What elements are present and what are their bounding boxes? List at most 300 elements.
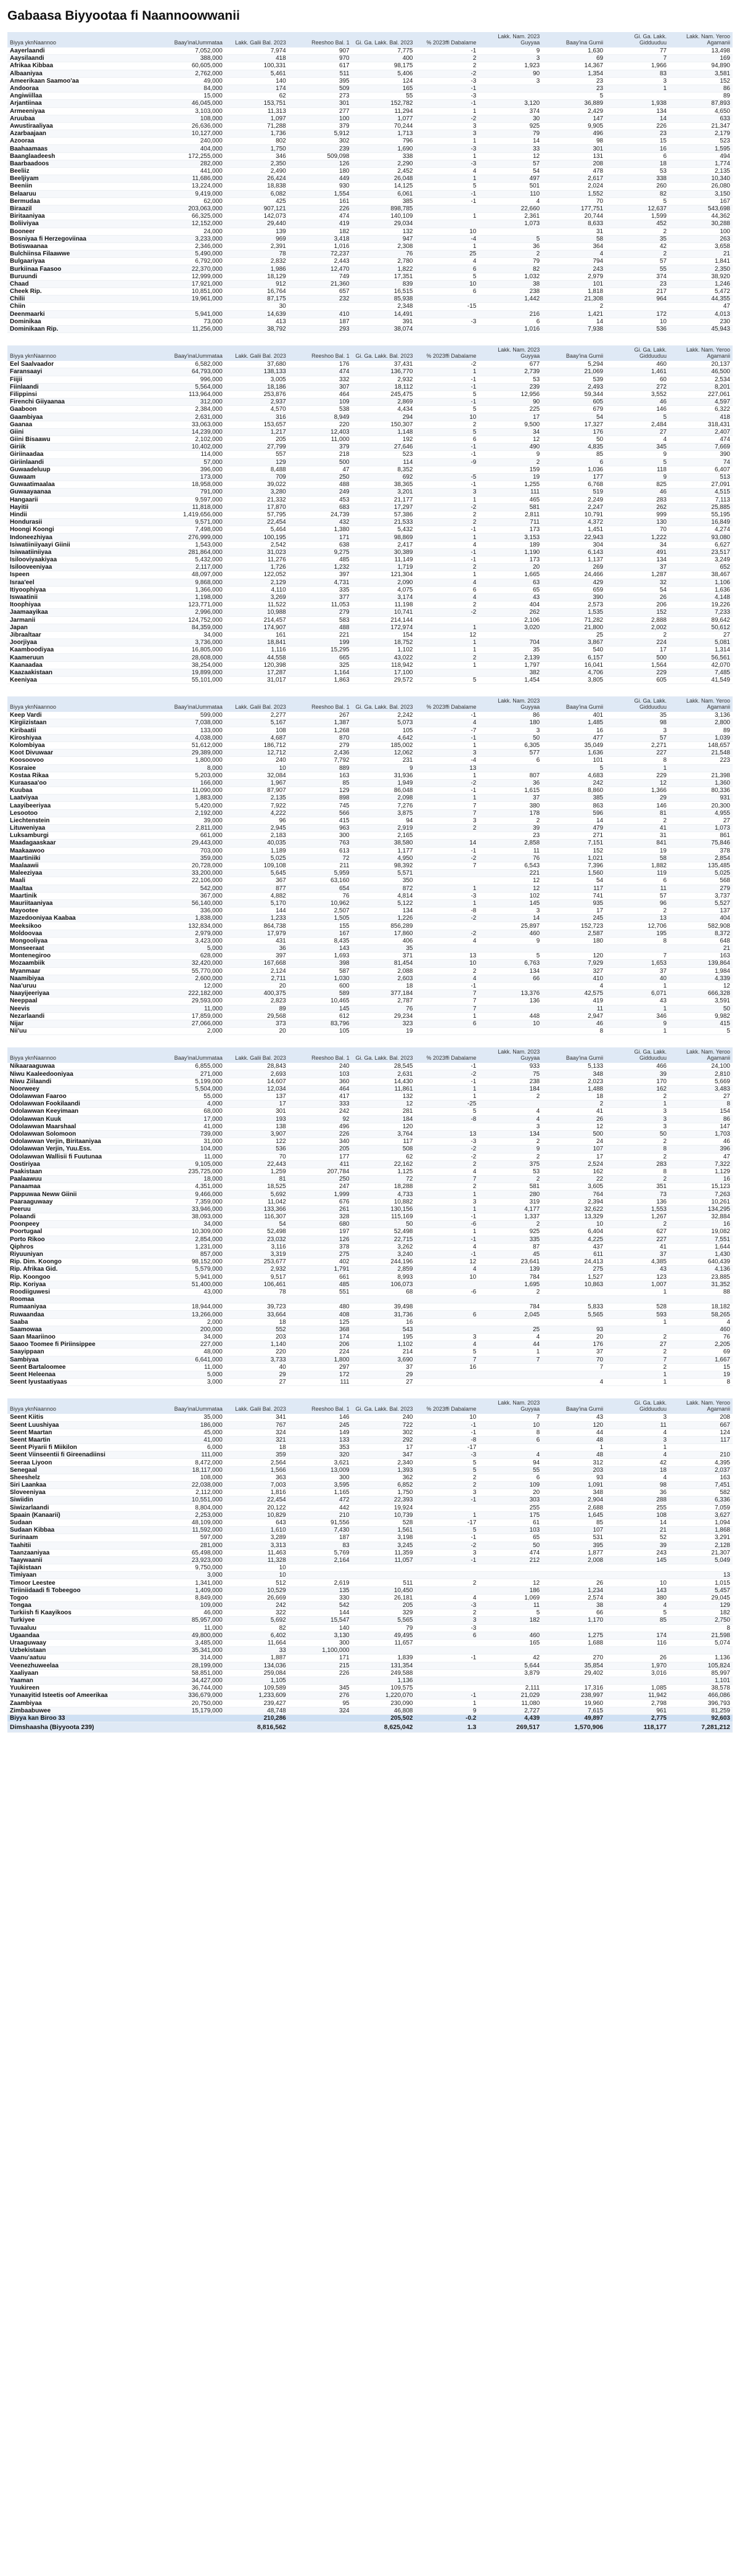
cell-value: 437 xyxy=(542,1243,606,1250)
cell-value xyxy=(479,1444,542,1451)
cell-value: 2 xyxy=(479,1221,542,1228)
cell-value: 145 xyxy=(289,1005,352,1012)
cell-value: 244,196 xyxy=(352,1258,416,1266)
cell-value: 1 xyxy=(416,1228,479,1236)
cell-value: 511 xyxy=(352,1579,416,1587)
cell-value: 5,432,000 xyxy=(162,556,225,564)
cell-value: 221 xyxy=(479,870,542,877)
cell-value: 1,073 xyxy=(669,825,733,832)
row-label: Gaanaa xyxy=(7,421,162,428)
cell-value: 4,372 xyxy=(542,519,606,526)
cell-value: 94 xyxy=(352,817,416,824)
cell-value: 105,824 xyxy=(669,1662,733,1669)
table-row xyxy=(7,719,733,727)
cell-value: 7,263 xyxy=(669,1191,733,1198)
row-label: Saan Maariinoo xyxy=(7,1334,162,1341)
cell-value: 70 xyxy=(606,526,669,534)
row-label: Baahaamaas xyxy=(7,145,162,152)
cell-value: 279 xyxy=(289,609,352,616)
cell-value: 612 xyxy=(289,1012,352,1020)
cell-value: 2 xyxy=(479,817,542,824)
cell-value: 5,025 xyxy=(669,870,733,877)
cell-value: -2 xyxy=(416,115,479,122)
cell-value: 137 xyxy=(669,907,733,915)
row-label: Chilii xyxy=(7,295,162,303)
cell-value: 7,430 xyxy=(289,1527,352,1534)
cell-value: 21,332 xyxy=(225,496,289,503)
column-header: Baay'ina Gumii xyxy=(542,696,606,712)
cell-value: 597,000 xyxy=(162,1534,225,1542)
cell-value: 3,319 xyxy=(225,1250,289,1258)
cell-value: 404 xyxy=(479,601,542,609)
cell-value: 24,739 xyxy=(289,511,352,518)
cell-value: 19,960 xyxy=(542,1699,606,1707)
cell-value: 400,375 xyxy=(225,990,289,997)
cell-value: 12 xyxy=(479,152,542,160)
cell-value: 224 xyxy=(289,1348,352,1356)
cell-value: 1,566 xyxy=(225,1466,289,1474)
cell-value: 98 xyxy=(606,1482,669,1489)
cell-value: 10 xyxy=(225,764,289,772)
cell-value: 174,907 xyxy=(225,624,289,631)
cell-value: 485 xyxy=(289,1281,352,1288)
cell-value: 351 xyxy=(606,1183,669,1191)
cell-value: 320 xyxy=(289,1451,352,1459)
cell-value: 21,069 xyxy=(542,368,606,376)
cell-value: 379 xyxy=(289,444,352,451)
cell-value: 195 xyxy=(352,1334,416,1341)
cell-value: 1 xyxy=(606,1005,669,1012)
cell-value: 10,340 xyxy=(669,175,733,183)
cell-value: 2,111 xyxy=(479,1685,542,1692)
cell-value: 4 xyxy=(416,719,479,727)
cell-value: 396,000 xyxy=(162,466,225,473)
cell-value: 26,669 xyxy=(225,1594,289,1601)
cell-value xyxy=(606,1326,669,1333)
cell-value: 102 xyxy=(479,892,542,899)
cell-value: 48 xyxy=(542,1451,606,1459)
cell-value: 2,524 xyxy=(542,1160,606,1168)
cell-value: 7,052,000 xyxy=(162,47,225,55)
cell-value: 4 xyxy=(606,1602,669,1609)
cell-value: 37 xyxy=(479,795,542,802)
row-label: Oostiriyaa xyxy=(7,1160,162,1168)
cell-value: -6 xyxy=(416,1288,479,1295)
cell-value xyxy=(416,616,479,624)
column-header: Baay'inaUummataa xyxy=(162,696,225,712)
cell-value: 24,413 xyxy=(542,1258,606,1266)
cell-value: 16,805,000 xyxy=(162,646,225,654)
cell-value: 802 xyxy=(225,138,289,145)
cell-value: 13 xyxy=(416,952,479,960)
cell-value: 2,361 xyxy=(479,213,542,220)
cell-value: 52,498 xyxy=(225,1228,289,1236)
cell-value: 46,500 xyxy=(669,368,733,376)
cell-value: 130,156 xyxy=(352,1205,416,1213)
cell-value: 10,402,000 xyxy=(162,444,225,451)
cell-value: 540 xyxy=(542,646,606,654)
table-row xyxy=(7,1311,733,1318)
cell-value xyxy=(416,1572,479,1579)
cell-value: 40 xyxy=(606,975,669,982)
cell-value: 1,610 xyxy=(225,1527,289,1534)
cell-value: 17,979 xyxy=(225,930,289,937)
cell-value: 1,774 xyxy=(669,160,733,167)
table-row xyxy=(7,1191,733,1198)
cell-value: 374 xyxy=(606,273,669,280)
cell-value: 3,907 xyxy=(225,1130,289,1137)
cell-value: 5,294 xyxy=(542,361,606,368)
cell-value: 302 xyxy=(352,1429,416,1436)
cell-value: 2,810 xyxy=(669,1070,733,1078)
cell-value: 2,542 xyxy=(225,541,289,548)
cell-value: 282,000 xyxy=(162,160,225,167)
cell-value: -1 xyxy=(416,481,479,489)
cell-value: 5,579,000 xyxy=(162,1266,225,1273)
cell-value: 35 xyxy=(606,712,669,719)
cell-value: 31,023 xyxy=(225,548,289,556)
cell-value: 6,543 xyxy=(479,862,542,869)
cell-value: 2,348 xyxy=(352,303,416,310)
row-label: Peeruu xyxy=(7,1205,162,1213)
cell-value: 2 xyxy=(479,1138,542,1146)
cell-value: 419 xyxy=(542,997,606,1005)
table-row xyxy=(7,406,733,413)
cell-value: 1,630 xyxy=(542,47,606,55)
cell-value xyxy=(606,1572,669,1579)
cell-value: 1,750 xyxy=(352,1489,416,1496)
cell-value: 2,128 xyxy=(669,1542,733,1549)
row-label: Mongooliyaa xyxy=(7,937,162,944)
cell-value: 794 xyxy=(542,258,606,265)
cell-value: 5 xyxy=(416,1466,479,1474)
row-label: Niwu Kaaleedooniyaa xyxy=(7,1070,162,1078)
cell-value: 2,384,000 xyxy=(162,406,225,413)
cell-value: 301 xyxy=(542,145,606,152)
row-label: Meeksikoo xyxy=(7,922,162,930)
cell-value: 17 xyxy=(606,646,669,654)
table-row xyxy=(7,862,733,869)
cell-value: 83,796 xyxy=(289,1020,352,1027)
cell-value: 10 xyxy=(479,1421,542,1429)
cell-value: 55,195 xyxy=(669,511,733,518)
cell-value: 496 xyxy=(289,1123,352,1130)
row-label: Kuubaa xyxy=(7,787,162,795)
cell-value: 5,406 xyxy=(352,70,416,77)
cell-value: 796 xyxy=(352,138,416,145)
cell-value: 54 xyxy=(606,586,669,593)
cell-value: 11 xyxy=(479,1602,542,1609)
cell-value: 2,979 xyxy=(542,273,606,280)
cell-value: 497 xyxy=(479,175,542,183)
cell-value: 108 xyxy=(225,727,289,734)
column-header: Lakk. Nam. 2023 Guyyaa xyxy=(479,1398,542,1414)
cell-value: 28,608,000 xyxy=(162,654,225,661)
table-row xyxy=(7,368,733,376)
cell-value: 105 xyxy=(352,727,416,734)
cell-value: 2,135 xyxy=(669,168,733,175)
cell-value: 64,793,000 xyxy=(162,368,225,376)
cell-value: 221 xyxy=(289,631,352,638)
row-label: Jaamaayikaa xyxy=(7,609,162,616)
cell-value: 396 xyxy=(669,1146,733,1153)
cell-value: 81,454 xyxy=(352,960,416,967)
cell-value: 7 xyxy=(416,1176,479,1183)
row-label: Keeniyaa xyxy=(7,677,162,684)
cell-value: 1 xyxy=(416,1191,479,1198)
cell-value: 24,000 xyxy=(162,228,225,235)
cell-value: 643 xyxy=(225,1519,289,1526)
cell-value: 6,627 xyxy=(669,541,733,548)
cell-value: 12 xyxy=(479,877,542,885)
cell-value: 76 xyxy=(669,1334,733,1341)
cell-value: 214,457 xyxy=(225,616,289,624)
cell-value: 1,644 xyxy=(669,1243,733,1250)
column-header: Lakk. Nam. 2023 Guyyaa xyxy=(479,345,542,361)
cell-value: 2,947 xyxy=(542,1012,606,1020)
cell-value: 30,288 xyxy=(669,220,733,228)
cell-value: -1 xyxy=(416,1654,479,1662)
cell-value: 6,768 xyxy=(542,481,606,489)
cell-value xyxy=(669,764,733,772)
cell-value: 116 xyxy=(606,1639,669,1646)
cell-value: 613 xyxy=(289,847,352,854)
cell-value: 460 xyxy=(479,930,542,937)
cell-value: 432 xyxy=(289,519,352,526)
cell-value: 2,000 xyxy=(162,1318,225,1326)
cell-value: 71,288 xyxy=(225,122,289,130)
cell-value: 2 xyxy=(606,1153,669,1160)
cell-value: 633 xyxy=(669,115,733,122)
cell-value: 21,308 xyxy=(542,295,606,303)
cell-value: 17,100 xyxy=(352,669,416,676)
cell-value: 42,575 xyxy=(542,990,606,997)
row-label: Eel Saalvaador xyxy=(7,361,162,368)
cell-value: 2,490 xyxy=(225,168,289,175)
cell-value: 898,785 xyxy=(352,205,416,212)
cell-value: 767 xyxy=(225,1421,289,1429)
row-label: Saaba xyxy=(7,1318,162,1326)
table-row xyxy=(7,556,733,564)
cell-value: 11,198 xyxy=(352,601,416,609)
cell-value: 1,564 xyxy=(606,661,669,669)
row-label: Burkiinaa Faasoo xyxy=(7,265,162,273)
cell-value: 16 xyxy=(416,1363,479,1371)
cell-value xyxy=(416,205,479,212)
cell-value xyxy=(416,1326,479,1333)
cell-value: 10 xyxy=(416,280,479,287)
cell-value: 5,645 xyxy=(225,870,289,877)
cell-value: 2,394 xyxy=(542,1198,606,1205)
row-label: Albaaniyaa xyxy=(7,70,162,77)
cell-value: 32,084 xyxy=(225,772,289,779)
row-label: Qiphros xyxy=(7,1243,162,1250)
cell-value: 51,400,000 xyxy=(162,1281,225,1288)
table-row xyxy=(7,1542,733,1549)
cell-value: 628,000 xyxy=(162,952,225,960)
cell-value: 276,999,000 xyxy=(162,534,225,541)
cell-value: 6,322 xyxy=(669,406,733,413)
cell-value: 118,177 xyxy=(606,1722,669,1733)
cell-value: 26,048 xyxy=(352,175,416,183)
cell-value: 17 xyxy=(542,907,606,915)
cell-value: 4,000 xyxy=(162,1100,225,1108)
cell-value: 2,391 xyxy=(225,242,289,250)
cell-value: 56,140,000 xyxy=(162,899,225,907)
cell-value: 152 xyxy=(669,77,733,85)
cell-value: 152 xyxy=(606,609,669,616)
cell-value: 172,255,000 xyxy=(162,152,225,160)
cell-value: 210 xyxy=(669,1451,733,1459)
cell-value: 38,920 xyxy=(669,273,733,280)
total-row xyxy=(7,1722,733,1733)
cell-value: 1,999 xyxy=(289,1191,352,1198)
cell-value: 103 xyxy=(289,1070,352,1078)
table-row xyxy=(7,183,733,190)
cell-value: 19,226 xyxy=(669,601,733,609)
row-label: Seent Iyustaatiyaas xyxy=(7,1379,162,1386)
column-header: Lakk. Nam. 2023 Guyyaa xyxy=(479,1047,542,1063)
cell-value: 7,233 xyxy=(669,609,733,616)
cell-value: 5,133 xyxy=(542,1063,606,1070)
cell-value: 1,970 xyxy=(606,1662,669,1669)
row-label: Niwu Ziilaandi xyxy=(7,1078,162,1085)
cell-value: 35,341,000 xyxy=(162,1647,225,1654)
cell-value: 477 xyxy=(542,734,606,741)
cell-value: 415 xyxy=(669,1020,733,1027)
cell-value: 1,077 xyxy=(352,115,416,122)
table-row xyxy=(7,1250,733,1258)
cell-value: 29,440 xyxy=(225,220,289,228)
cell-value: 4 xyxy=(416,593,479,601)
row-label: Awustiraaliyaa xyxy=(7,122,162,130)
cell-value: 2,564 xyxy=(225,1459,289,1466)
cell-value: 85 xyxy=(542,1519,606,1526)
table-row xyxy=(7,1005,733,1012)
cell-value: 648 xyxy=(669,937,733,944)
cell-value: 404,000 xyxy=(162,145,225,152)
cell-value: 7,003 xyxy=(225,1482,289,1489)
cell-value: 536 xyxy=(606,325,669,332)
cell-value: 10,551,000 xyxy=(162,1496,225,1504)
cell-value: 87,907 xyxy=(225,787,289,795)
row-label: Seent Bartaloomee xyxy=(7,1363,162,1371)
cell-value: 182 xyxy=(479,1617,542,1624)
row-label: Beeniin xyxy=(7,183,162,190)
cell-value: 30 xyxy=(479,115,542,122)
cell-value: 16,515 xyxy=(352,288,416,295)
cell-value: 898 xyxy=(289,795,352,802)
cell-value: 21,360 xyxy=(289,280,352,287)
cell-value: 6,852 xyxy=(352,1482,416,1489)
cell-value: 12,034 xyxy=(225,1085,289,1092)
cell-value: 63 xyxy=(479,579,542,586)
row-label: Odolawwan Fookilaandi xyxy=(7,1100,162,1108)
cell-value: 17,000 xyxy=(162,1115,225,1123)
row-label: Bulgaariyaa xyxy=(7,258,162,265)
cell-value: 2 xyxy=(606,1176,669,1183)
cell-value: 186,712 xyxy=(225,741,289,749)
cell-value: 107 xyxy=(542,1527,606,1534)
cell-value: 118,942 xyxy=(352,661,416,669)
cell-value: 2,739 xyxy=(479,368,542,376)
cell-value: 791,000 xyxy=(162,489,225,496)
cell-value: 2 xyxy=(606,817,669,824)
cell-value: 406 xyxy=(352,937,416,944)
cell-value: 21 xyxy=(669,250,733,258)
table-row xyxy=(7,451,733,458)
cell-value: 2,811,000 xyxy=(162,825,225,832)
cell-value: 137 xyxy=(225,1093,289,1100)
cell-value: -3 xyxy=(416,1451,479,1459)
cell-value: 3,150 xyxy=(669,190,733,197)
table-row xyxy=(7,1296,733,1303)
cell-value: 1,255 xyxy=(479,481,542,489)
table-row xyxy=(7,310,733,318)
cell-value: 49,495 xyxy=(352,1632,416,1639)
cell-value: 41,000 xyxy=(162,1436,225,1443)
cell-value: 12,062 xyxy=(352,749,416,757)
cell-value: 3,313 xyxy=(225,1542,289,1549)
cell-value: 4,351,000 xyxy=(162,1183,225,1191)
table-row xyxy=(7,168,733,175)
cell-value: 1,505 xyxy=(289,915,352,922)
table-row xyxy=(7,677,733,684)
cell-value: 12,403 xyxy=(289,428,352,436)
cell-value: 589 xyxy=(289,990,352,997)
cell-value: 2,037 xyxy=(669,1466,733,1474)
cell-value: 49,000 xyxy=(162,77,225,85)
cell-value: -0.2 xyxy=(416,1714,479,1722)
cell-value: 25 xyxy=(416,250,479,258)
cell-value: 134 xyxy=(479,967,542,975)
cell-value: 86 xyxy=(669,1115,733,1123)
cell-value: 57,386 xyxy=(352,511,416,518)
table-row xyxy=(7,1714,733,1722)
cell-value: 82 xyxy=(479,265,542,273)
row-label: Uraaguwaay xyxy=(7,1639,162,1646)
cell-value: -1 xyxy=(416,734,479,741)
cell-value: 1,690 xyxy=(352,145,416,152)
cell-value: 259,084 xyxy=(225,1669,289,1677)
cell-value: 10,829 xyxy=(225,1511,289,1519)
row-label: Kaazaakistaan xyxy=(7,669,162,676)
cell-value: 186 xyxy=(479,1587,542,1594)
cell-value: 87 xyxy=(479,1243,542,1250)
cell-value: 106,461 xyxy=(225,1281,289,1288)
cell-value: 2 xyxy=(542,1100,606,1108)
cell-value: 207,784 xyxy=(289,1168,352,1175)
cell-value: 350 xyxy=(352,877,416,885)
cell-value: 60,605,000 xyxy=(162,62,225,70)
cell-value: 312 xyxy=(542,1459,606,1466)
cell-value: 34,000 xyxy=(162,631,225,638)
row-label: Kaanaadaa xyxy=(7,661,162,669)
cell-value: 2 xyxy=(416,55,479,62)
cell-value: 4 xyxy=(416,1266,479,1273)
cell-value: -1 xyxy=(416,1078,479,1085)
row-label: Baarbaadoos xyxy=(7,160,162,167)
cell-value: 4,339 xyxy=(669,975,733,982)
cell-value: 269,517 xyxy=(479,1722,542,1733)
table-row xyxy=(7,1115,733,1123)
table-row xyxy=(7,1685,733,1692)
cell-value: 98,152,000 xyxy=(162,1258,225,1266)
cell-value: 1,839 xyxy=(352,1654,416,1662)
cell-value: 9,597,000 xyxy=(162,496,225,503)
table-row xyxy=(7,55,733,62)
cell-value: 184 xyxy=(352,1115,416,1123)
